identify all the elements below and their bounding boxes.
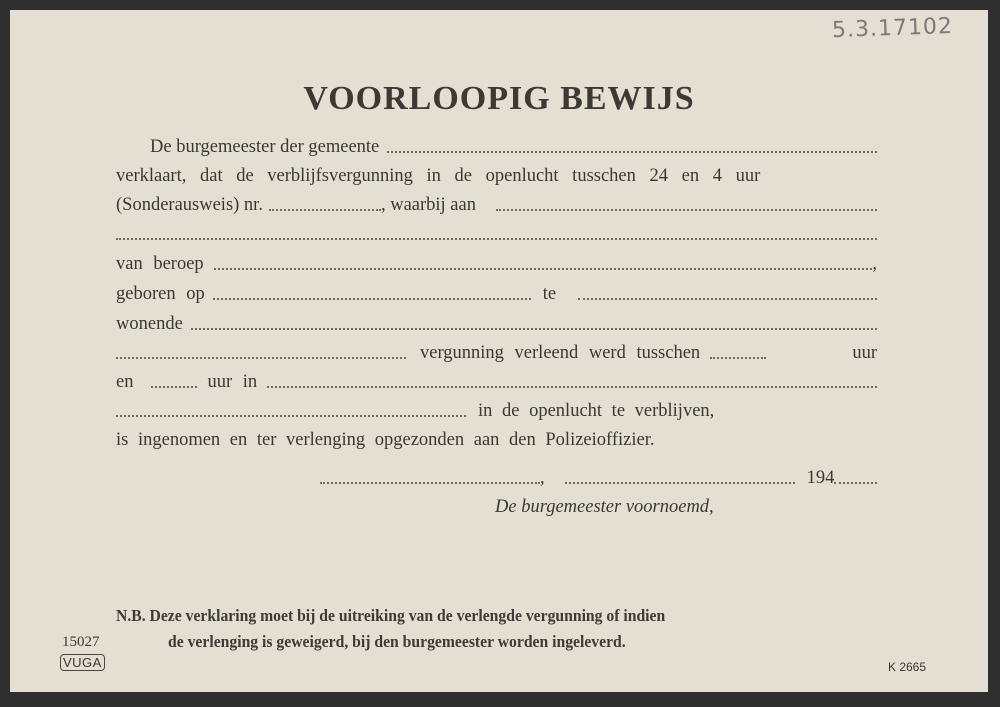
label-beroep: van beroep (116, 254, 204, 274)
fill-field-name[interactable] (116, 238, 877, 240)
fill-field-from-hour[interactable] (710, 357, 766, 359)
fill-field-place[interactable] (267, 386, 877, 388)
comma: , (872, 254, 877, 274)
printer-logo: VUGA (60, 654, 105, 671)
fill-field-to-hour[interactable] (151, 386, 197, 388)
line-geboren (116, 281, 877, 305)
text-verklaart: verklaart, dat de verblijfsvergunning in de openlucht tusschen 24 en 4 uur (116, 166, 761, 186)
line-blank (116, 221, 877, 245)
note-line-1: N.B. Deze verklaring moet bij de uitreiking van de verlengde vergunning of indien (116, 606, 666, 625)
label-sonderausweis: (Sonderausweis) nr. (116, 195, 263, 215)
fill-field-nr[interactable] (269, 209, 381, 211)
line-date (116, 465, 877, 489)
fill-field-year[interactable] (834, 482, 877, 484)
line-openlucht (116, 398, 877, 422)
fill-field-wonende[interactable] (191, 328, 877, 330)
line-en-uur (116, 369, 877, 393)
fill-field-beroep[interactable] (214, 268, 873, 270)
fill-field-vergunning[interactable] (116, 357, 406, 359)
label-uur: uur (852, 343, 877, 363)
label-uur-in: uur in (207, 372, 258, 392)
label-te: te (542, 284, 557, 304)
form-code: K 2665 (888, 660, 927, 674)
text-ingenomen: is ingenomen en ter verlenging opgezonden aan den Polizeioffizier. (116, 430, 655, 450)
line-sonderausweis (116, 192, 877, 216)
line-beroep (116, 251, 877, 275)
document-title: VOORLOOPIG BEWIJS (303, 80, 695, 117)
line-ingenomen (116, 427, 877, 451)
label-openlucht: in de openlucht te verblijven, (478, 401, 715, 421)
fill-field-date[interactable] (565, 482, 795, 484)
form-number: 15027 (62, 634, 100, 650)
signature-line: De burgemeester voornoemd, (495, 497, 714, 517)
fill-field-waarbij[interactable] (496, 209, 877, 211)
label-en: en (116, 372, 134, 392)
handwritten-archive-number: 5.3.17102 (831, 13, 954, 44)
label-year: 194 (806, 468, 835, 488)
label-wonende: wonende (116, 314, 183, 334)
fill-field-te[interactable] (578, 298, 877, 300)
note-line-2: de verlenging is geweigerd, bij den burgemeester worden ingeleverd. (168, 632, 626, 651)
label-burgemeester: De burgemeester der gemeente (150, 137, 380, 157)
label-waarbij: , waarbij aan (380, 195, 476, 215)
comma: , (540, 468, 545, 488)
fill-field-geboren[interactable] (213, 298, 531, 300)
label-geboren: geboren op (116, 284, 205, 304)
line-vergunning (116, 340, 877, 364)
label-vergunning: vergunning verleend werd tusschen (420, 343, 701, 363)
line-gemeente (116, 134, 877, 158)
line-wonende (116, 311, 877, 335)
line-verklaart (116, 163, 877, 187)
fill-field-place-signed[interactable] (320, 482, 540, 484)
fill-field-place-2[interactable] (116, 415, 466, 417)
fill-field-gemeente[interactable] (387, 151, 877, 153)
document-card (10, 10, 988, 692)
